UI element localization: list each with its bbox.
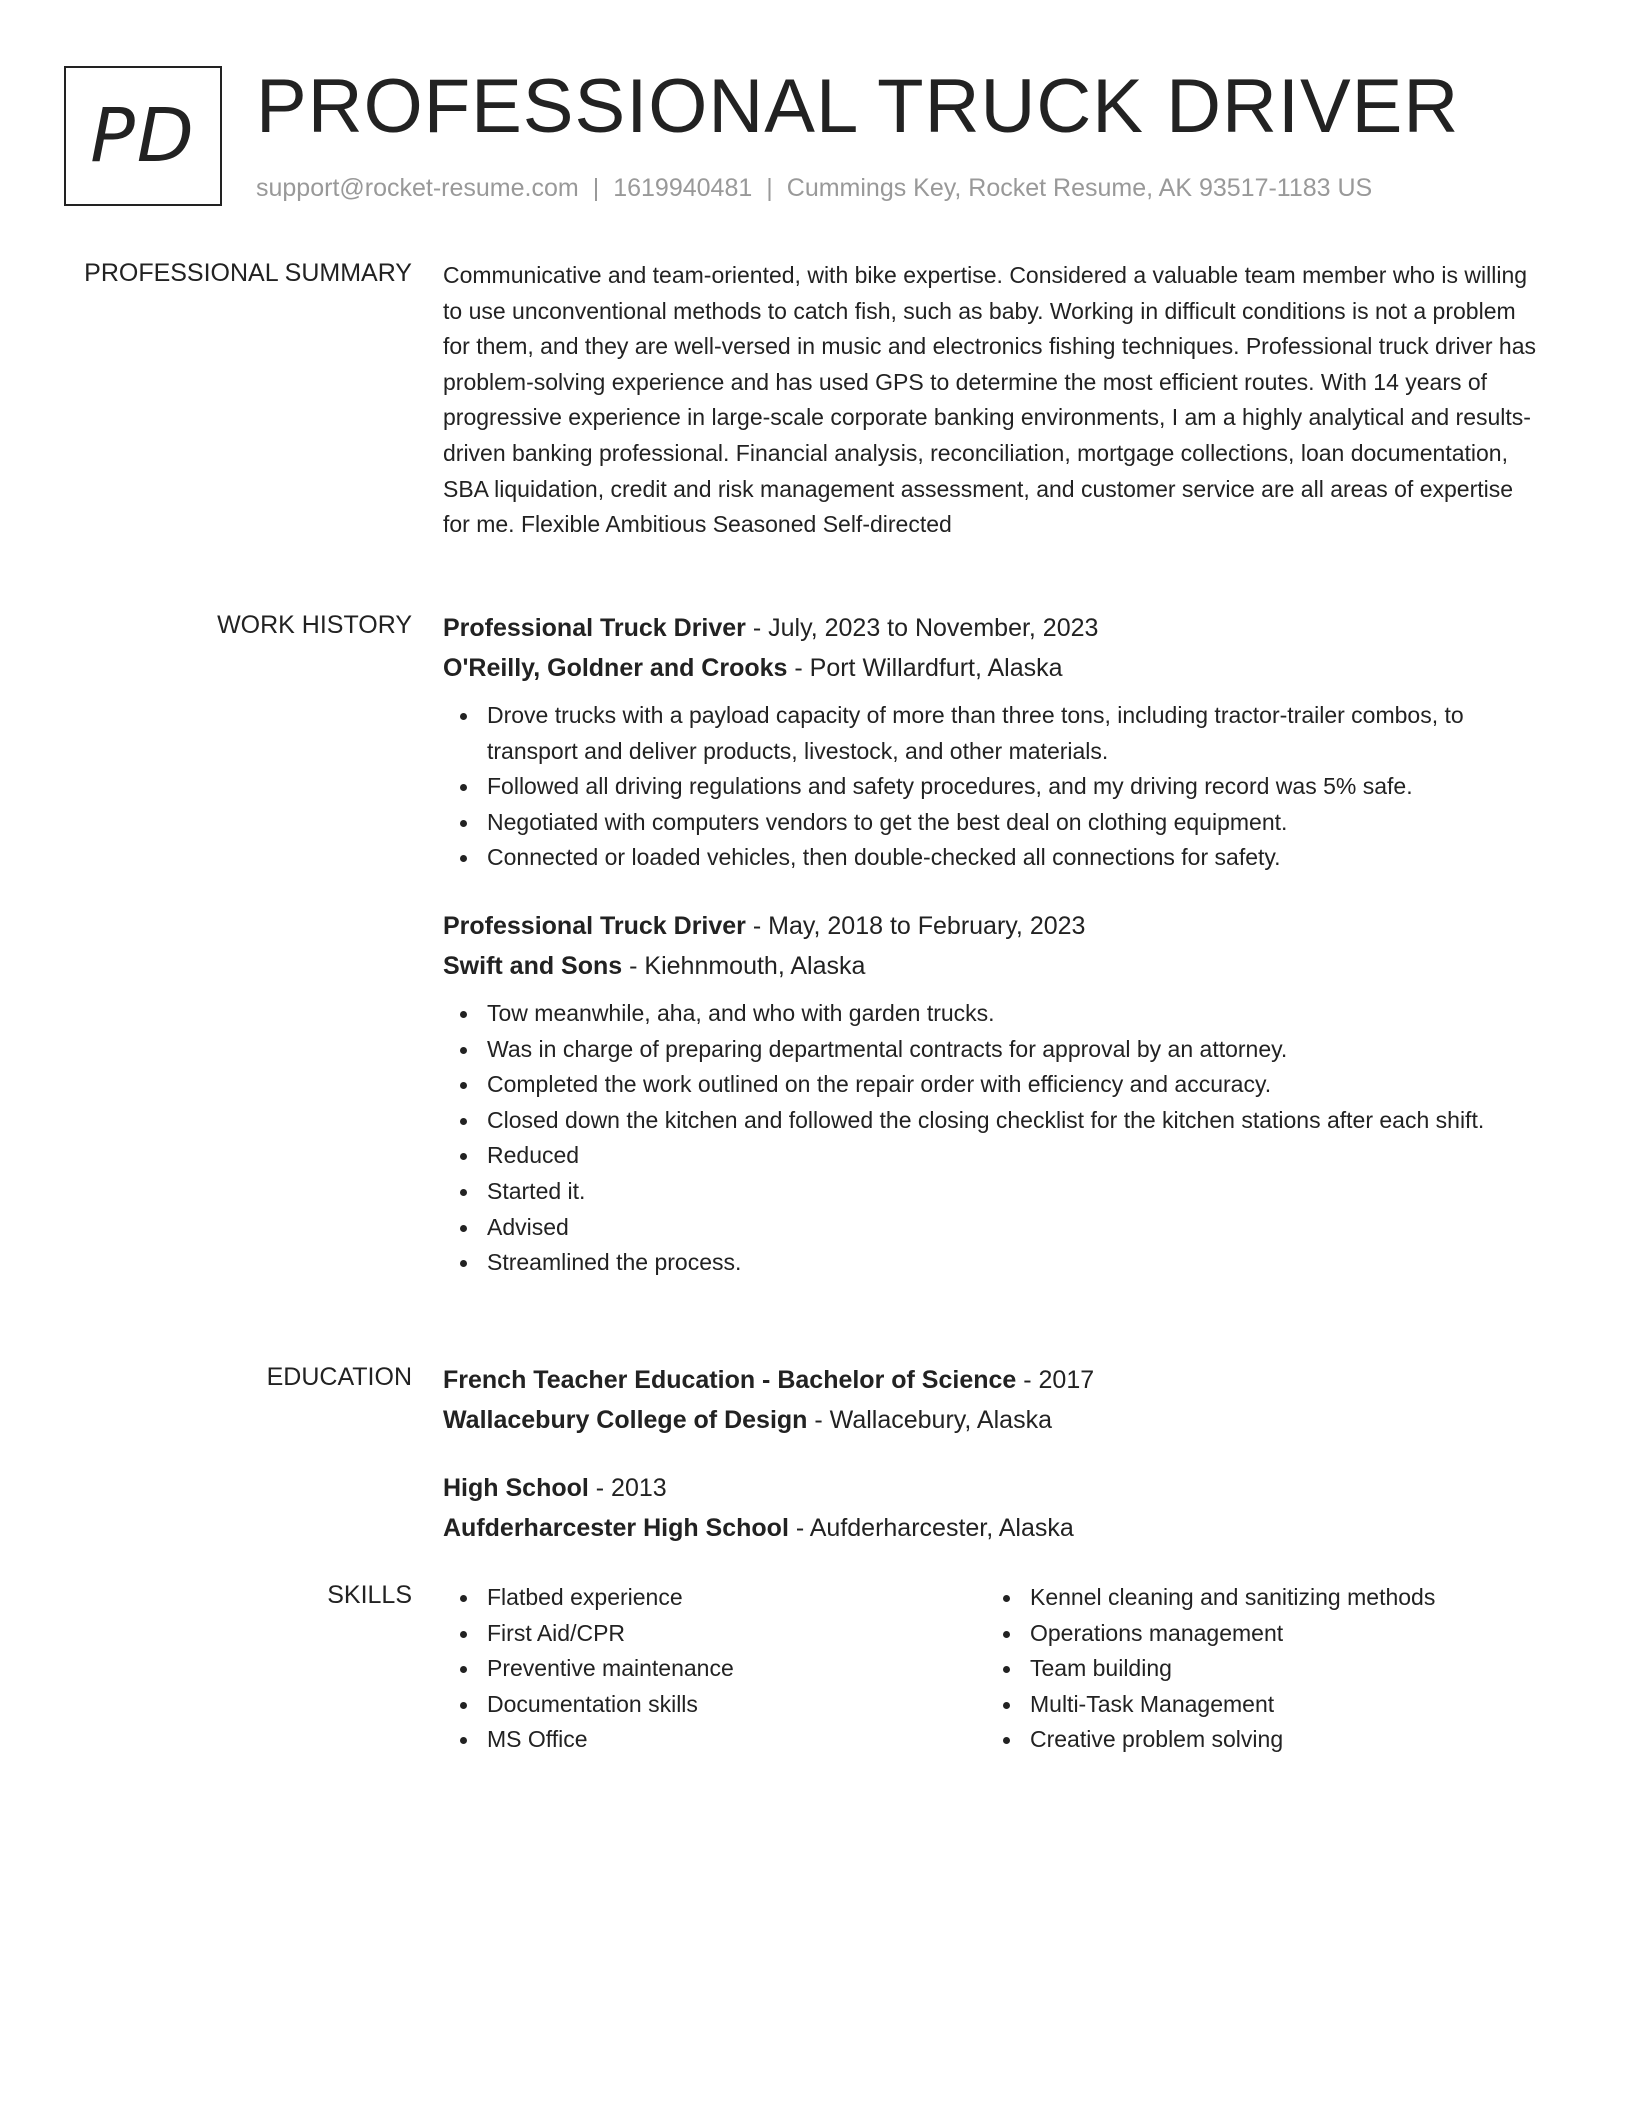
contact-email[interactable]: support@rocket-resume.com: [256, 174, 579, 202]
job-entry: [443, 608, 1543, 876]
job-company: Swift and Sons: [443, 951, 623, 980]
contact-separator: |: [592, 174, 600, 202]
job-position: Professional Truck Driver: [443, 911, 746, 940]
list-item: Team building: [986, 1651, 1506, 1687]
contact-line: [256, 174, 1372, 203]
job-company-line: [443, 648, 1543, 688]
job-dates: - July, 2023 to November, 2023: [745, 614, 1099, 642]
list-item: Preventive maintenance: [443, 1651, 963, 1687]
school-location: - Aufderharcester, Alaska: [788, 1514, 1074, 1542]
job-location: - Kiehnmouth, Alaska: [622, 951, 866, 980]
job-title-line: [443, 608, 1543, 648]
list-item: Was in charge of preparing departmental contracts for approval by an attorney.: [443, 1032, 1543, 1068]
list-item: Advised: [443, 1210, 1543, 1246]
education-entry: [443, 1360, 1543, 1440]
degree: High School: [443, 1474, 589, 1502]
contact-address: Cummings Key, Rocket Resume, AK 93517-1183 US: [786, 174, 1373, 202]
contact-separator: |: [766, 174, 773, 202]
education-heading: EDUCATION: [266, 1363, 412, 1391]
job-dates: - May, 2018 to February, 2023: [745, 911, 1086, 940]
school-line: [443, 1508, 1543, 1548]
monogram-initials: PD: [90, 93, 196, 179]
resume-header: [64, 66, 1564, 216]
list-item: Closed down the kitchen and followed the closing checklist for the kitchen stations after each shift.: [443, 1103, 1543, 1139]
work-history-body: [443, 608, 1543, 1281]
contact-phone[interactable]: 1619940481: [613, 174, 753, 202]
list-item: Kennel cleaning and sanitizing methods: [986, 1580, 1506, 1616]
list-item: Flatbed experience: [443, 1580, 963, 1616]
candidate-title: PROFESSIONAL TRUCK DRIVER: [256, 64, 1460, 149]
job-entry: [443, 906, 1543, 1281]
list-item: Drove trucks with a payload capacity of more than three tons, including tractor-trailer combos, to transport and deliver products, livestock, and other materials.: [443, 698, 1543, 769]
list-item: Streamlined the process.: [443, 1245, 1543, 1281]
job-company: O'Reilly, Goldner and Crooks: [443, 654, 788, 682]
list-item: Started it.: [443, 1174, 1543, 1210]
job-duties-list: [443, 996, 1543, 1281]
monogram-box: [64, 66, 222, 206]
education-body: [443, 1360, 1543, 1548]
list-item: Tow meanwhile, aha, and who with garden trucks.: [443, 996, 1543, 1032]
skills-heading: SKILLS: [327, 1581, 412, 1609]
school-location: - Wallacebury, Alaska: [807, 1406, 1052, 1434]
job-company-line: [443, 946, 1543, 986]
degree-line: [443, 1468, 1543, 1508]
graduation-year: - 2013: [588, 1474, 667, 1502]
graduation-year: - 2017: [1016, 1366, 1095, 1394]
summary-text: Communicative and team-oriented, with bike expertise. Considered a valuable team member who is willing to use unconventional methods to catch fish, such as baby. Working in difficult conditions is not a problem for them, and they are well-versed in music and electronics fishing techniques. Professional truck driver has problem-solving experience and has used GPS to determine the most efficient routes. With 14 years of progressive experience in large-scale corporate banking environments, I am a highly analytical and results-driven banking professional. Financial analysis, reconciliation, mortgage collections, loan documentation, SBA liquidation, credit and risk management assessment, and customer service are all areas of expertise for me. Flexible Ambitious Seasoned Self-directed: [443, 262, 1537, 538]
list-item: Documentation skills: [443, 1687, 963, 1723]
list-item: Followed all driving regulations and safety procedures, and my driving record was 5% safe.: [443, 769, 1543, 805]
list-item: Completed the work outlined on the repair order with efficiency and accuracy.: [443, 1067, 1543, 1103]
school-name: Aufderharcester High School: [443, 1514, 789, 1542]
list-item: Negotiated with computers vendors to get the best deal on clothing equipment.: [443, 805, 1543, 841]
list-item: MS Office: [443, 1722, 963, 1758]
school-line: [443, 1400, 1543, 1440]
degree-line: [443, 1360, 1543, 1400]
skills-list-left: [443, 1580, 963, 1758]
summary-heading: PROFESSIONAL SUMMARY: [84, 259, 412, 287]
job-title-line: [443, 906, 1543, 946]
list-item: Connected or loaded vehicles, then double-checked all connections for safety.: [443, 840, 1543, 876]
list-item: Multi-Task Management: [986, 1687, 1506, 1723]
list-item: Creative problem solving: [986, 1722, 1506, 1758]
list-item: Operations management: [986, 1616, 1506, 1652]
job-duties-list: [443, 698, 1543, 876]
job-position: Professional Truck Driver: [443, 614, 746, 642]
list-item: Reduced: [443, 1138, 1543, 1174]
job-location: - Port Willardfurt, Alaska: [787, 654, 1063, 682]
list-item: First Aid/CPR: [443, 1616, 963, 1652]
school-name: Wallacebury College of Design: [443, 1406, 808, 1434]
work-history-heading: WORK HISTORY: [217, 611, 412, 639]
skills-list-right: [986, 1580, 1506, 1758]
education-entry: [443, 1468, 1543, 1548]
degree: French Teacher Education - Bachelor of Science: [443, 1366, 1017, 1394]
